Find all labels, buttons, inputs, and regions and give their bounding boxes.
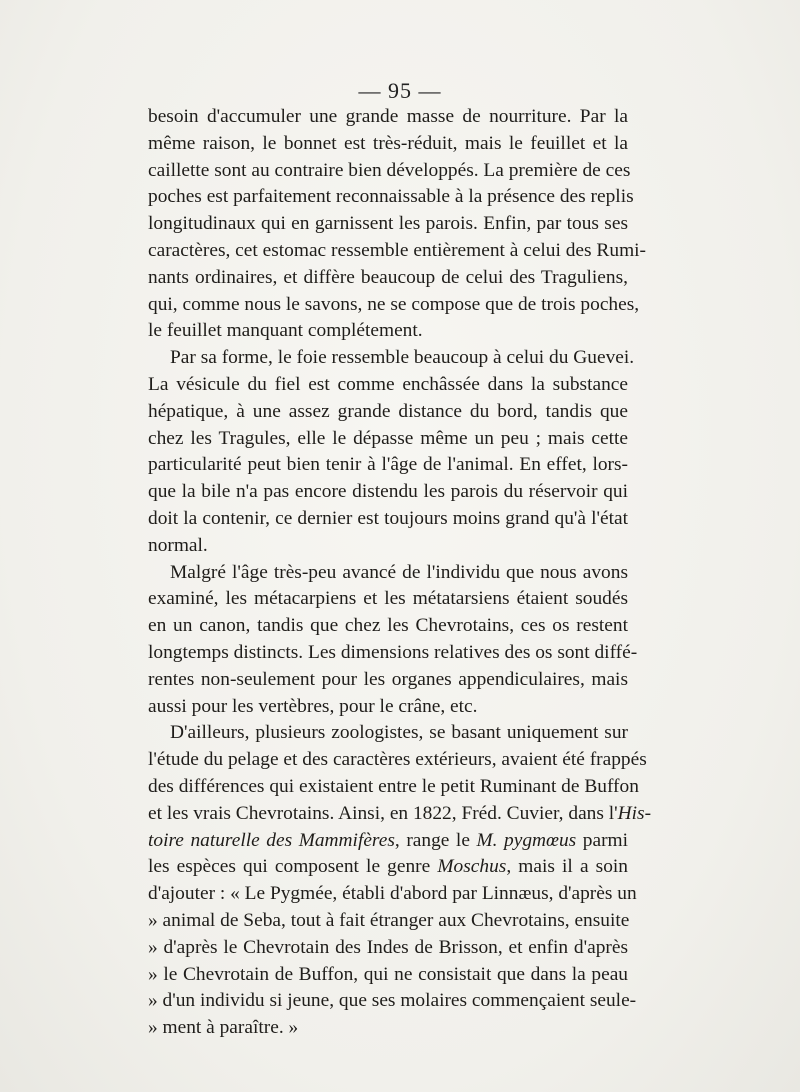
quotation-block <box>148 881 637 1042</box>
text-line: longtemps distincts. Les dimensions relatives des os sont diffé- <box>148 641 638 663</box>
page-number: — 95 — <box>358 78 442 103</box>
text-line: le feuillet manquant complétement. <box>148 320 423 342</box>
quote-line: » d'après le Chevrotain des Indes de Brisson, et enfin d'après <box>148 936 628 958</box>
quote-line: » le Chevrotain de Buffon, qui ne consistait que dans la peau <box>148 963 628 985</box>
text-line: rentes non-seulement pour les organes appendiculaires, mais <box>148 668 628 690</box>
text-line: aussi pour les vertèbres, pour le crâne, etc. <box>148 695 478 717</box>
text-line: La vésicule du fiel est comme enchâssée dans la substance <box>148 373 628 395</box>
text-line: hépatique, à une assez grande distance du bord, tandis que <box>148 400 628 422</box>
text-line: Malgré l'âge très-peu avancé de l'individu que nous avons <box>170 561 628 583</box>
text-line: des différences qui existaient entre le petit Ruminant de Buffon <box>148 775 639 797</box>
text-line: Par sa forme, le foie ressemble beaucoup à celui du Guevei. <box>170 347 635 369</box>
text-line: longitudinaux qui en garnissent les parois. Enfin, par tous ses <box>148 213 628 235</box>
text-line: doit la contenir, ce dernier est toujours moins grand qu'à l'état <box>148 507 628 529</box>
text-line: chez les Tragules, elle le dépasse même un peu ; mais cette <box>148 427 628 449</box>
text-line: l'étude du pelage et des caractères extérieurs, avaient été frappés <box>148 749 647 771</box>
text-line-rich-3: les espèces qui composent le genre Moschus, mais il a soin <box>148 856 628 878</box>
text-line: même raison, le bonnet est très-réduit, mais le feuillet et la <box>148 132 628 154</box>
text-line: poches est parfaitement reconnaissable à la présence des replis <box>148 186 634 208</box>
text-line: D'ailleurs, plusieurs zoologistes, se basant uniquement sur <box>170 722 628 744</box>
text-line-rich-1: et les vrais Chevrotains. Ainsi, en 1822, Fréd. Cuvier, dans l'His- <box>148 802 652 824</box>
text-line-rich-2: toire naturelle des Mammifères, range le M. pygmœus parmi <box>148 829 629 851</box>
quote-line: » ment à paraître. » <box>148 1017 299 1039</box>
plain-lines-group <box>148 104 647 801</box>
text-line: examiné, les métacarpiens et les métatarsiens étaient soudés <box>148 588 628 610</box>
text-line: caillette sont au contraire bien développés. La première de ces <box>148 159 631 181</box>
text-line: particularité peut bien tenir à l'âge de l'animal. En effet, lors- <box>148 454 628 476</box>
text-line: qui, comme nous le savons, ne se compose que de trois poches, <box>148 293 640 315</box>
quote-line: » animal de Seba, tout à fait étranger aux Chevrotains, ensuite <box>148 909 630 931</box>
text-line: besoin d'accumuler une grande masse de nourriture. Par la <box>148 106 628 127</box>
text-line: normal. <box>148 534 208 556</box>
quote-line: d'ajouter : « Le Pygmée, établi d'abord par Linnæus, d'après un <box>148 883 637 905</box>
text-line: caractères, cet estomac ressemble entièrement à celui des Rumi- <box>148 239 646 261</box>
body-text <box>148 104 652 1042</box>
text-line: nants ordinaires, et diffère beaucoup de celui des Traguliens, <box>148 266 628 288</box>
text-line: que la bile n'a pas encore distendu les parois du réservoir qui <box>148 481 628 503</box>
quote-line: » d'un individu si jeune, que ses molaires commençaient seule- <box>148 990 637 1012</box>
text-line: en un canon, tandis que chez les Chevrotains, ces os restent <box>148 615 628 637</box>
